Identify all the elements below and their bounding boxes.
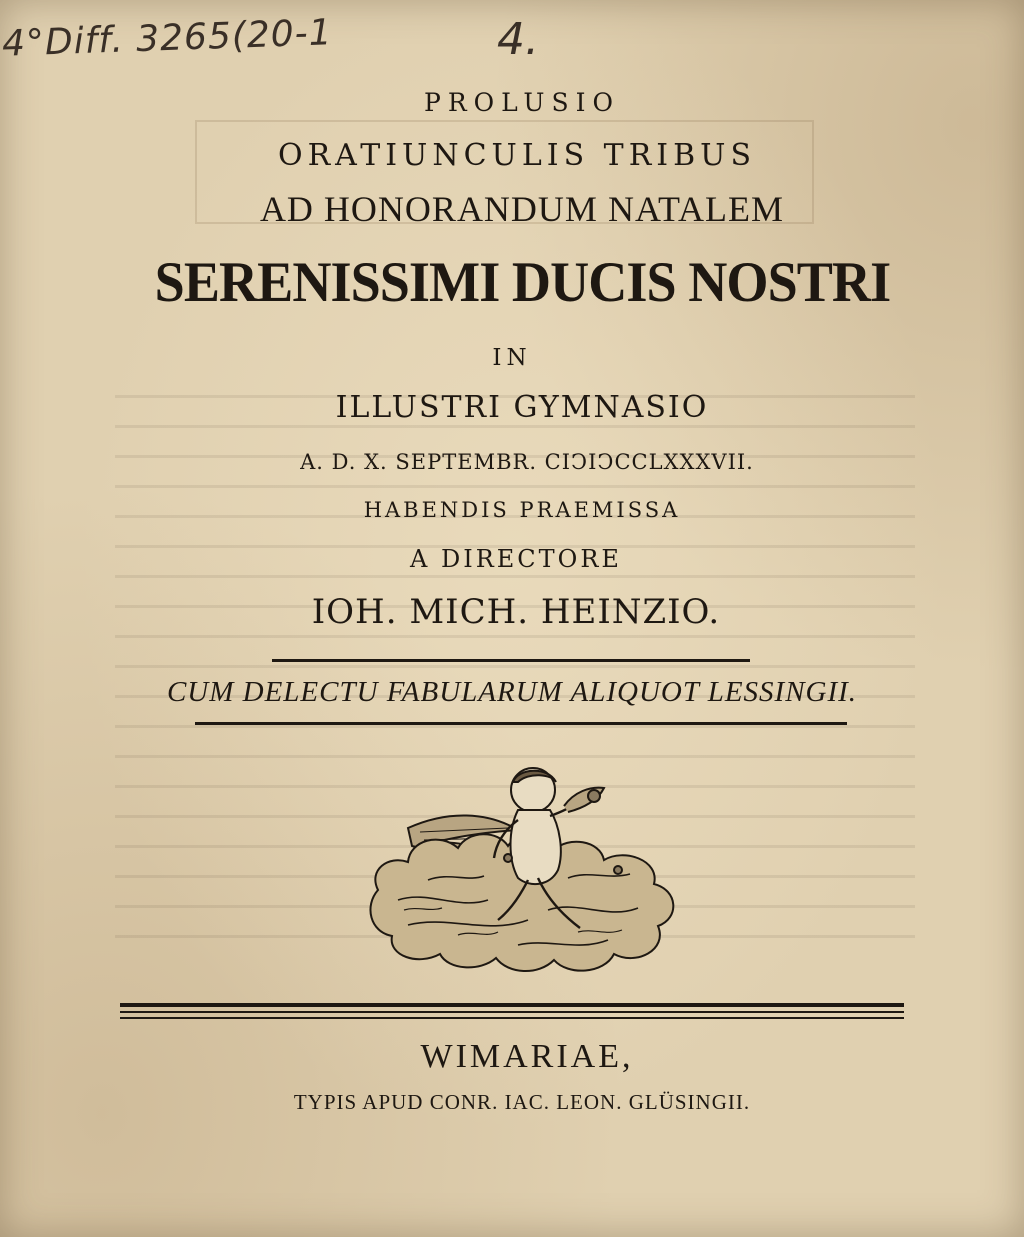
divider-rule-upper — [272, 659, 750, 662]
title-line-ad-honorandum: AD HONORANDUM NATALEM — [259, 189, 785, 229]
divider-rule-lower — [195, 722, 847, 725]
imprint-rule-middle — [120, 1011, 904, 1013]
title-line-a-directore: A DIRECTORE — [410, 545, 622, 573]
handwritten-folio-number: 4. — [497, 14, 539, 65]
subtitle: CUM DELECTU FABULARUM ALIQUOT LESSINGII. — [166, 676, 858, 708]
author-name: IOH. MICH. HEINZIO. — [311, 592, 721, 632]
title-line-in: IN — [492, 345, 532, 371]
imprint-place: WIMARIAE, — [420, 1038, 634, 1075]
title-line-serenissimi: SERENISSIMI DUCIS NOSTRI — [154, 251, 891, 314]
title-line-date: A. D. X. SEPTEMBR. CIↃIↃCCLXXXVII. — [300, 450, 754, 474]
handwritten-shelfmark: 4°Diff. 3265(20-1 — [1, 12, 334, 65]
title-line-prolusio: PROLUSIO — [424, 88, 620, 117]
imprint-rule-thin — [120, 1017, 904, 1019]
title-line-gymnasio: ILLUSTRI GYMNASIO — [335, 390, 709, 425]
title-line-oratiunculis: ORATIUNCULIS TRIBUS — [277, 138, 757, 173]
putto-on-cloud-icon — [368, 760, 688, 980]
imprint-rule-thick — [120, 1003, 904, 1007]
imprint-printer: TYPIS APUD CONR. IAC. LEON. GLÜSINGII. — [293, 1090, 751, 1114]
title-line-habendis: HABENDIS PRAEMISSA — [363, 498, 681, 522]
